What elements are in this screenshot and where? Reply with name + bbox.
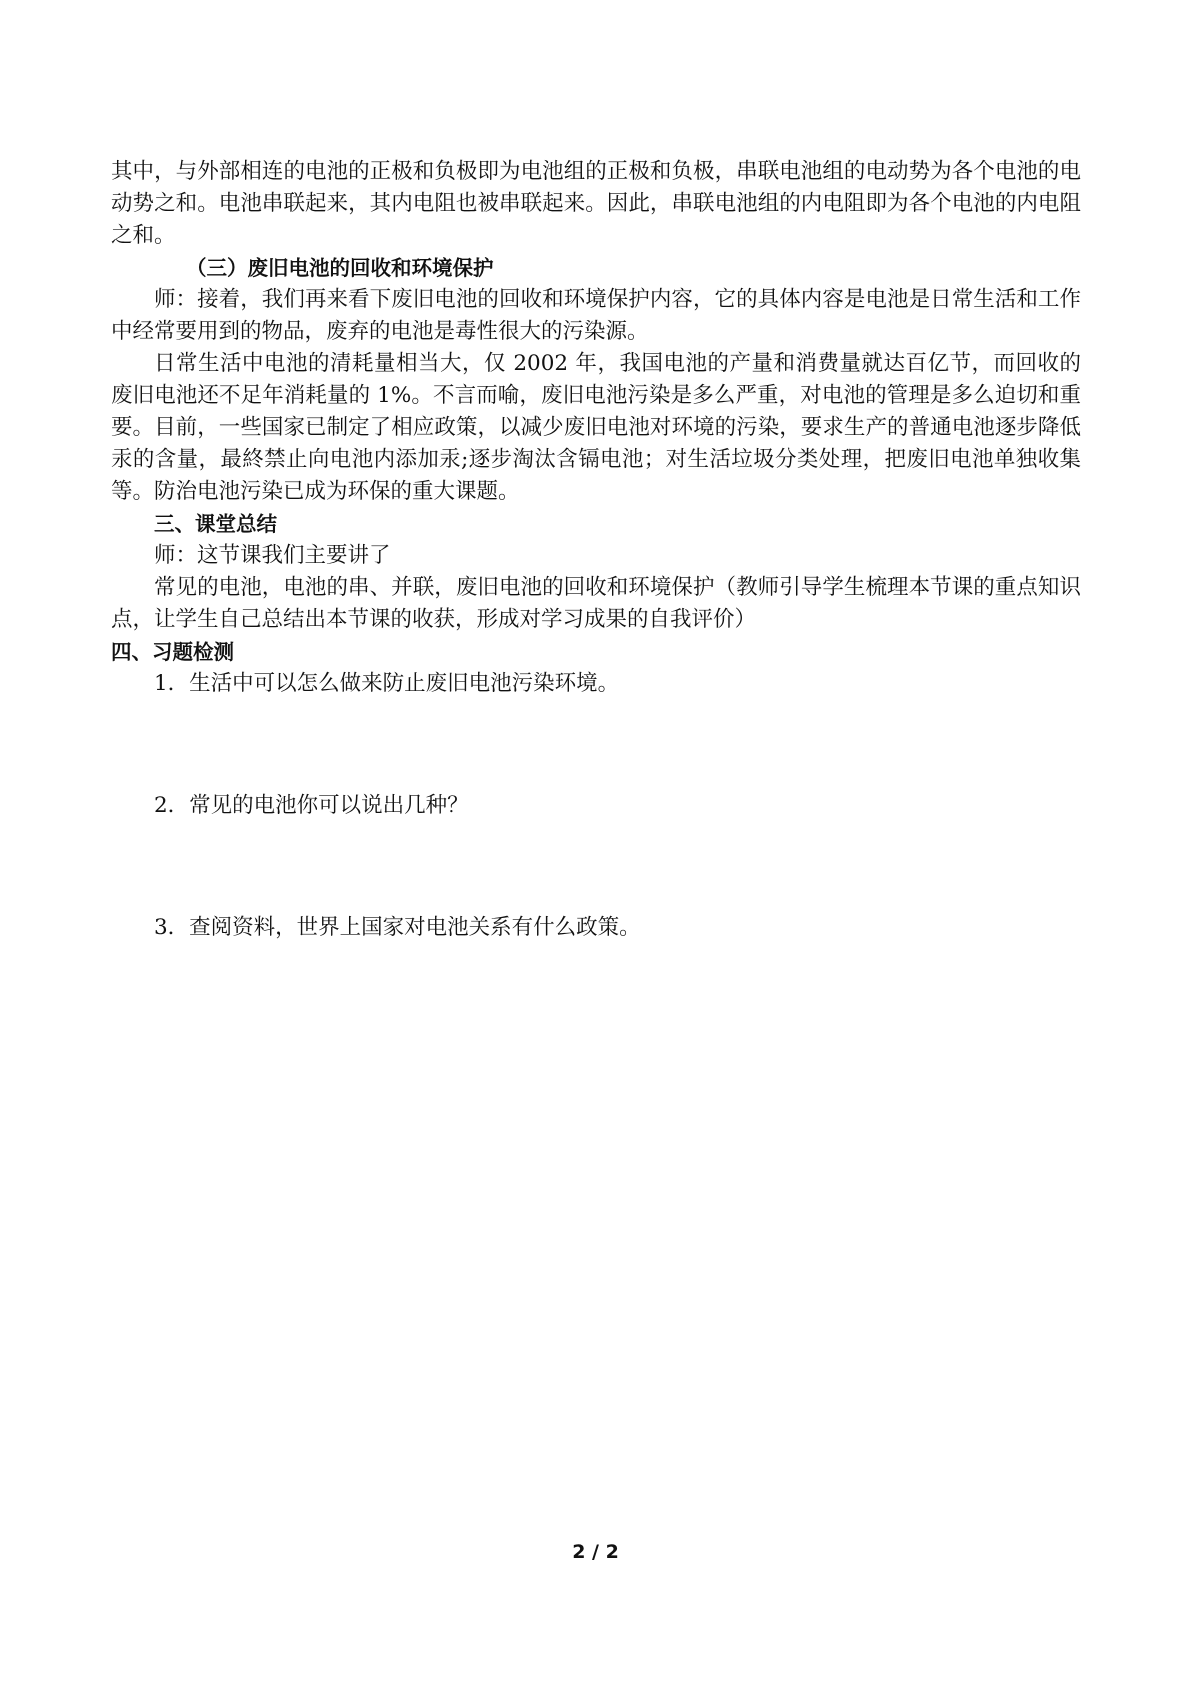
heading-class-summary: 三、课堂总结 — [154, 512, 277, 536]
paragraph-teacher-summary: 师：这节课我们主要讲了 — [154, 543, 391, 568]
subheading-battery-recycling: （三）废旧电池的回收和环境保护 — [186, 256, 494, 280]
exercise-question-1: 1．生活中可以怎么做来防止废旧电池污染环境。 — [154, 671, 620, 696]
page-number: 2 / 2 — [572, 1541, 619, 1563]
answer-space-2 — [111, 822, 1081, 912]
paragraph-series-battery: 其中，与外部相连的电池的正极和负极即为电池组的正极和负极，串联电池组的电动势为各个电池的电动势之和。电池串联起来，其内电阻也被串联起来。因此，串联电池组的内电阻即为各个电池的内电阻之和。 — [111, 159, 1081, 248]
paragraph-teacher-intro: 师：接着，我们再来看下废旧电池的回收和环境保护内容，它的具体内容是电池是日常生活和工作中经常要用到的物品，废弃的电池是毒性很大的污染源。 — [111, 287, 1081, 344]
heading-exercises: 四、习题检测 — [111, 640, 234, 664]
paragraph-summary-content: 常见的电池，电池的串、并联，废旧电池的回收和环境保护（教师引导学生梳理本节课的重点知识点，让学生自己总结出本节课的收获，形成对学习成果的自我评价） — [111, 575, 1081, 632]
answer-space-1 — [111, 700, 1081, 790]
exercise-question-3: 3．查阅资料，世界上国家对电池关系有什么政策。 — [154, 915, 641, 940]
exercise-question-2: 2．常见的电池你可以说出几种？ — [154, 793, 469, 818]
document-body — [111, 156, 1081, 944]
paragraph-battery-pollution: 日常生活中电池的清耗量相当大，仅 2002 年，我国电池的产量和消费量就达百亿节，而回收的废旧电池还不足年消耗量的 1%。不言而喻，废旧电池污染是多么严重，对电池的管理是多么迫切和重要。目前，一些国家已制定了相应政策，以减少废旧电池对环境的污染，要求生产的普通电池逐步降低汞的含量，最終禁止向电池内添加汞;逐步淘汰含镉电池；对生活垃圾分类处理，把废旧电池单独收集等。防治电池污染已成为环保的重大课题。 — [111, 351, 1081, 504]
